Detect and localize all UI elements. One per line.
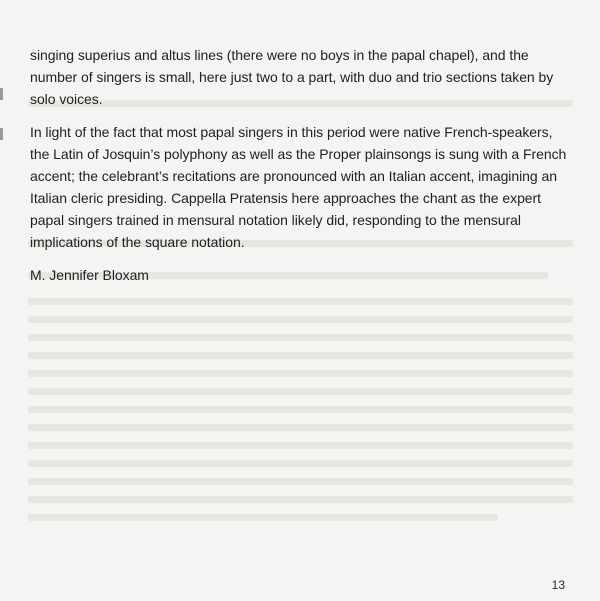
bleed-through-line <box>28 442 573 449</box>
body-text <box>30 44 575 286</box>
paragraph: In light of the fact that most papal singers in this period were native French-speakers, the Latin of Josquin’s polyphony as well as the Proper plainsongs is sung with a French accent; the celebrant’s recitations are pronounced with an Italian accent, imagining an Italian cleric presiding. Cappella Pratensis here approaches the chant as the expert papal singers trained in mensural notation likely did, responding to the mensural implications of the square notation. <box>30 124 567 250</box>
bleed-through-line <box>28 424 573 431</box>
bleed-through-line <box>28 388 573 395</box>
bleed-through-line <box>28 352 573 359</box>
paragraph: singing superius and altus lines (there were no boys in the papal chapel), and the number of singers is small, here just two to a part, with duo and trio sections taken by solo voices. <box>30 47 554 107</box>
bleed-through-line <box>28 406 573 413</box>
bleed-through-line <box>28 478 573 485</box>
bleed-through-line <box>28 496 573 503</box>
page-number: 13 <box>551 578 565 592</box>
bleed-through-line <box>28 460 573 467</box>
author-signature: M. Jennifer Bloxam <box>30 267 149 283</box>
binding-mark <box>0 128 3 140</box>
bleed-through-line <box>28 316 573 323</box>
bleed-through-line <box>28 514 498 521</box>
binding-mark <box>0 88 3 100</box>
bleed-through-line <box>28 298 573 305</box>
bleed-through-line <box>28 334 573 341</box>
bleed-through-line <box>28 370 573 377</box>
